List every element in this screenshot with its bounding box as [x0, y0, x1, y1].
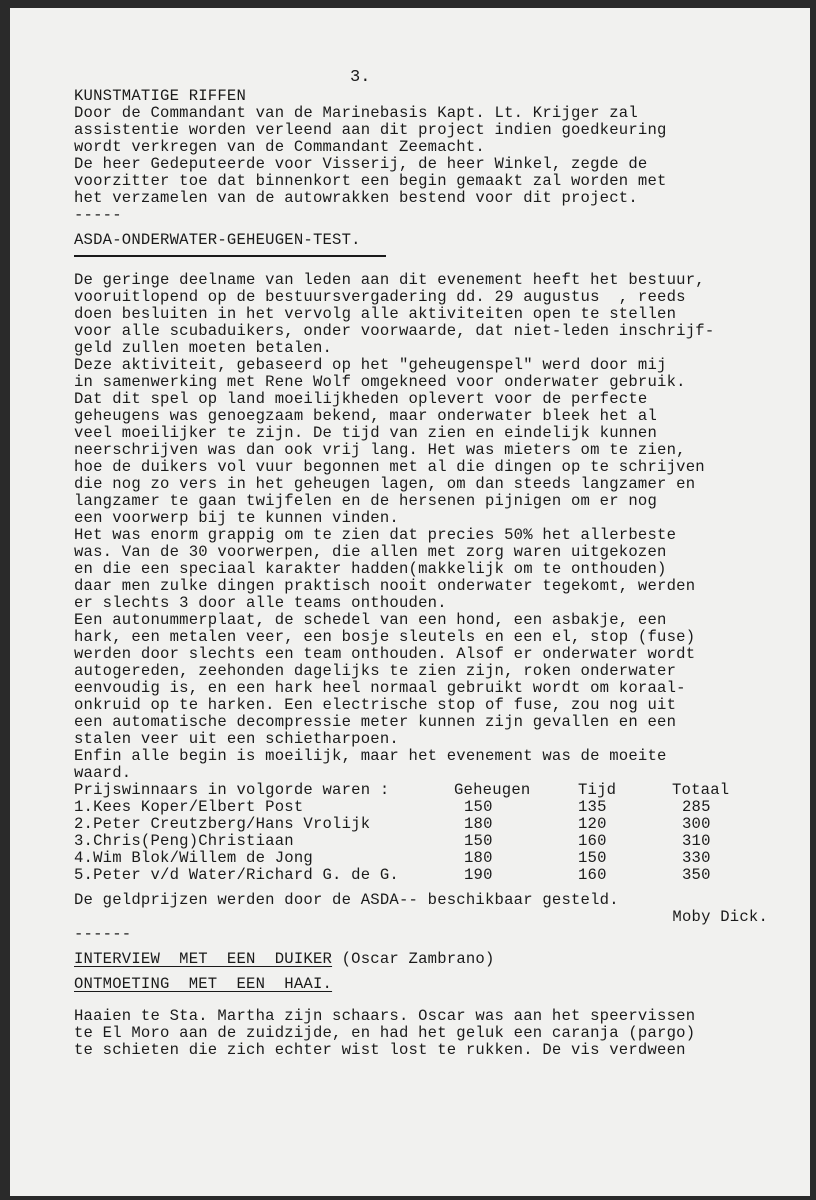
text-line: neerschrijven was dan ook vrij lang. Het was mieters om te zien,: [74, 441, 686, 459]
totaal-score: 300: [682, 815, 711, 833]
table-row: [74, 816, 762, 833]
tijd-score: 135: [578, 798, 607, 816]
geheugen-score: 150: [464, 832, 493, 850]
totaal-score: 350: [682, 866, 711, 884]
section-title-interview: [74, 951, 774, 968]
interview-subject: (Oscar Zambrano): [332, 950, 495, 968]
document-body: [74, 88, 774, 1059]
table-row: [74, 867, 762, 884]
geheugen-score: 150: [464, 798, 493, 816]
text-line: die nog zo vers in het geheugen lagen, om dan steeds langzamer en: [74, 475, 696, 493]
prize-winners-table: [74, 782, 762, 884]
author-signature: Moby Dick.: [672, 908, 768, 926]
text-line: eenvoudig is, en een hark heel normaal gebruikt wordt om koraal-: [74, 679, 686, 697]
geheugen-score: 180: [464, 849, 493, 867]
text-line: hoe de duikers vol vuur begonnen met al die dingen op te schrijven: [74, 458, 705, 476]
text-line: was. Van de 30 voorwerpen, die allen met zorg waren uitgekozen: [74, 543, 667, 561]
text-line: het verzamelen van de autowrakken bestend voor dit project.: [74, 189, 638, 207]
geheugen-score: 190: [464, 866, 493, 884]
text-line: te El Moro aan de zuidzijde, en had het geluk een caranja (pargo): [74, 1024, 696, 1042]
text-line: waard.: [74, 764, 132, 782]
totaal-score: 285: [682, 798, 711, 816]
table-header-row: [74, 782, 762, 799]
section-title-asda-test: ASDA-ONDERWATER-GEHEUGEN-TEST.: [74, 231, 361, 249]
section-title-kunstmatige-riffen: KUNSTMATIGE RIFFEN: [74, 87, 247, 105]
text-line: voor alle scubaduikers, onder voorwaarde, dat niet-leden inschrijf-: [74, 322, 715, 340]
page-number: 3.: [350, 68, 371, 87]
interview-title: INTERVIEW MET EEN DUIKER: [74, 950, 333, 968]
text-line: Deze aktiviteit, gebaseerd op het "geheugenspel" werd door mij: [74, 356, 667, 374]
column-header-tijd: Tijd: [578, 781, 617, 799]
text-line: veel moeilijker te zijn. De tijd van zien en eindelijk kunnen: [74, 424, 658, 442]
title-underline: [74, 249, 386, 257]
text-line: in samenwerking met Rene Wolf omgekneed voor onderwater gebruik.: [74, 373, 686, 391]
interview-subtitle-text: ONTMOETING MET EEN HAAI.: [74, 975, 333, 993]
table-row: [74, 850, 762, 867]
winner-name: 3.Chris(Peng)Christiaan: [74, 832, 294, 850]
text-line: Haaien te Sta. Martha zijn schaars. Oscar was aan het speervissen: [74, 1007, 696, 1025]
text-line: langzamer te gaan twijfelen en de hersenen pijnigen om er nog: [74, 492, 658, 510]
text-line: De heer Gedeputeerde voor Visserij, de heer Winkel, zegde de: [74, 155, 648, 173]
text-line: te schieten die zich echter wist lost te rukken. De vis verdween: [74, 1041, 686, 1059]
table-row: [74, 833, 762, 850]
document-page: [10, 8, 810, 1196]
winner-name: 1.Kees Koper/Elbert Post: [74, 798, 304, 816]
text-line: assistentie worden verleend aan dit project indien goedkeuring: [74, 121, 667, 139]
text-line: onkruid op te harken. Een electrische stop of fuse, zou nog uit: [74, 696, 677, 714]
text-line: Enfin alle begin is moeilijk, maar het evenement was de moeite: [74, 747, 667, 765]
winner-name: 2.Peter Creutzberg/Hans Vrolijk: [74, 815, 371, 833]
winner-name: 4.Wim Blok/Willem de Jong: [74, 849, 313, 867]
column-header-geheugen: Geheugen: [454, 781, 531, 799]
text-line: een voorwerp bij te kunnen vinden.: [74, 509, 399, 527]
text-line: Door de Commandant van de Marinebasis Kapt. Lt. Krijger zal: [74, 104, 638, 122]
tijd-score: 160: [578, 832, 607, 850]
text-line: doen besluiten in het vervolg alle aktiviteiten open te stellen: [74, 305, 677, 323]
tijd-score: 160: [578, 866, 607, 884]
section-separator: -----: [74, 206, 122, 224]
tijd-score: 120: [578, 815, 607, 833]
totaal-score: 330: [682, 849, 711, 867]
winner-name: 5.Peter v/d Water/Richard G. de G.: [74, 866, 399, 884]
text-line: autogereden, zeehonden dagelijks te zien zijn, roken onderwater: [74, 662, 677, 680]
text-line: De geringe deelname van leden aan dit evenement heeft het bestuur,: [74, 271, 705, 289]
text-line: er slechts 3 door alle teams onthouden.: [74, 594, 447, 612]
text-line: vooruitlopend op de bestuursvergadering dd. 29 augustus , reeds: [74, 288, 686, 306]
text-line: voorzitter toe dat binnenkort een begin gemaakt zal worden met: [74, 172, 667, 190]
text-line: een automatische decompressie meter kunnen zijn gevallen en een: [74, 713, 677, 731]
tijd-score: 150: [578, 849, 607, 867]
column-header-totaal: Totaal: [672, 781, 730, 799]
text-line: geld zullen moeten betalen.: [74, 339, 333, 357]
text-line: en die een speciaal karakter hadden(makkelijk om te onthouden): [74, 560, 667, 578]
text-line: Een autonummerplaat, de schedel van een hond, een asbakje, een: [74, 611, 667, 629]
column-header-winners: Prijswinnaars in volgorde waren :: [74, 781, 390, 799]
prize-money-note: De geldprijzen werden door de ASDA-- beschikbaar gesteld.: [74, 891, 619, 909]
text-line: stalen veer uit een schietharpoen.: [74, 730, 399, 748]
text-line: geheugens was genoegzaam bekend, maar onderwater bleek het al: [74, 407, 658, 425]
interview-text: [74, 1008, 774, 1059]
totaal-score: 310: [682, 832, 711, 850]
text-line: werden door slechts een team onthouden. Alsof er onderwater wordt: [74, 645, 696, 663]
table-row: [74, 799, 762, 816]
geheugen-score: 180: [464, 815, 493, 833]
interview-subtitle: [74, 976, 774, 993]
text-line: Dat dit spel op land moeilijkheden oplevert voor de perfecte: [74, 390, 648, 408]
asda-test-text: [74, 272, 774, 782]
kunstmatige-riffen-text: [74, 105, 774, 207]
section-separator: ------: [74, 925, 132, 943]
text-line: hark, een metalen veer, een bosje sleutels en een el, stop (fuse): [74, 628, 696, 646]
text-line: daar men zulke dingen praktisch nooit onderwater tegekomt, werden: [74, 577, 696, 595]
text-line: Het was enorm grappig om te zien dat precies 50% het allerbeste: [74, 526, 677, 544]
text-line: wordt verkregen van de Commandant Zeemacht.: [74, 138, 485, 156]
